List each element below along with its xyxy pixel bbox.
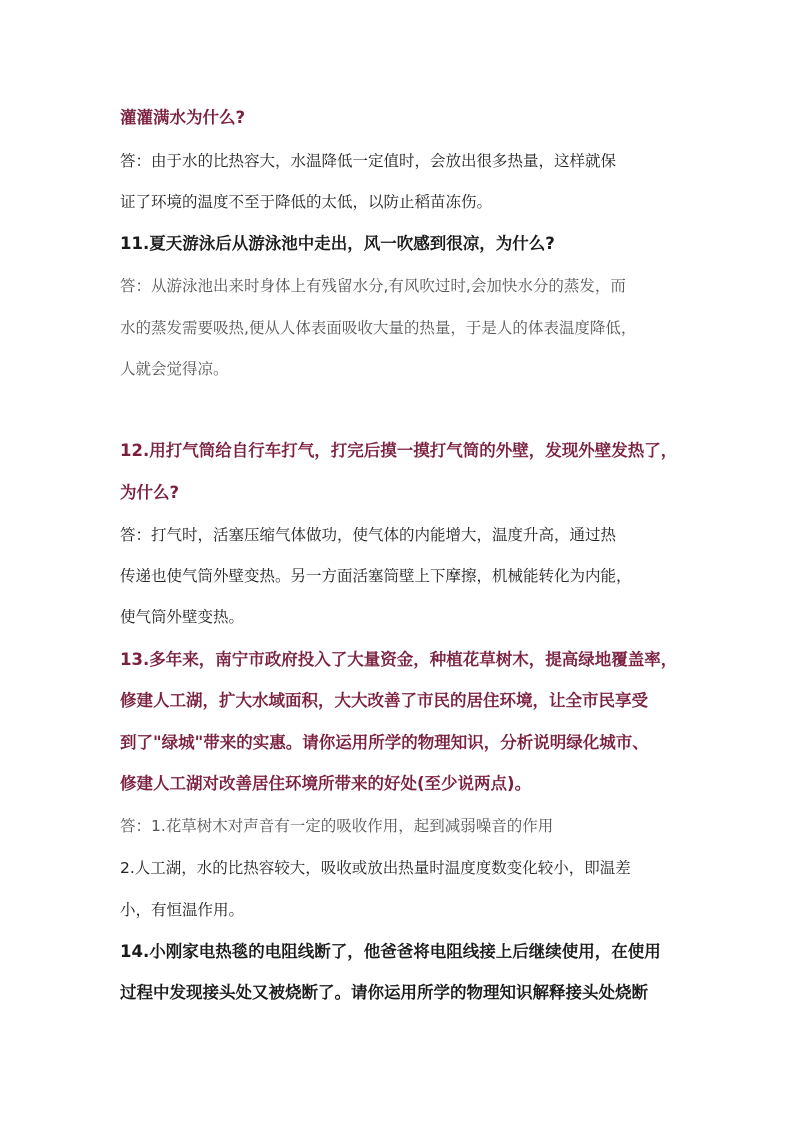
question-13-line-2: 修建人工湖，扩大水域面积，大大改善了市民的居住环境，让全市民享受 [120, 691, 648, 710]
question-11: 11.夏天游泳后从游泳池中走出，风一吹感到很凉，为什么? [120, 234, 555, 253]
answer-10-line-2: 证了环境的温度不至于降低的太低，以防止稻苗冻伤。 [120, 193, 493, 211]
answer-12-line-2: 传递也使气筒外壁变热。另一方面活塞筒壁上下摩擦，机械能转化为内能， [120, 567, 632, 585]
answer-12-line-3: 使气筒外壁变热。 [120, 608, 245, 626]
answer-13-point-2-cont: 小，有恒温作用。 [120, 901, 245, 919]
question-10-continuation: 灌灌满水为什么? [120, 108, 246, 127]
question-12-line-1: 12.用打气筒给自行车打气，打完后摸一摸打气筒的外壁，发现外壁发热了， [120, 441, 678, 460]
answer-10-line-1: 答：由于水的比热容大，水温降低一定值时，会放出很多热量，这样就保 [120, 152, 617, 170]
answer-13-point-1: 答：1.花草树木对声音有一定的吸收作用，起到减弱噪音的作用 [120, 817, 554, 835]
question-14-line-1: 14.小刚家电热毯的电阻线断了，他爸爸将电阻线接上后继续使用，在使用 [120, 942, 661, 961]
question-12-line-2: 为什么? [120, 483, 180, 502]
question-14-line-2: 过程中发现接头处又被烧断了。请你运用所学的物理知识解释接头处烧断 [120, 983, 648, 1002]
question-13-line-4: 修建人工湖对改善居住环境所带来的好处(至少说两点)。 [120, 774, 532, 793]
answer-11-line-1: 答：从游泳池出来时身体上有残留水分,有风吹过时,会加快水分的蒸发，而 [120, 277, 626, 295]
question-13-line-1: 13.多年来，南宁市政府投入了大量资金，种植花草树木，提高绿地覆盖率， [120, 650, 678, 669]
answer-11-line-3: 人就会觉得凉。 [120, 360, 229, 378]
answer-13-point-2: 2.人工湖，水的比热容较大，吸收或放出热量时温度度数变化较小，即温差 [120, 859, 631, 877]
answer-11-line-2: 水的蒸发需要吸热,便从人体表面吸收大量的热量，于是人的体表温度降低， [120, 319, 637, 337]
question-13-line-3: 到了"绿城"带来的实惠。请你运用所学的物理知识，分析说明绿化城市、 [120, 733, 649, 752]
answer-12-line-1: 答：打气时，活塞压缩气体做功，使气体的内能增大，温度升高，通过热 [120, 526, 617, 544]
